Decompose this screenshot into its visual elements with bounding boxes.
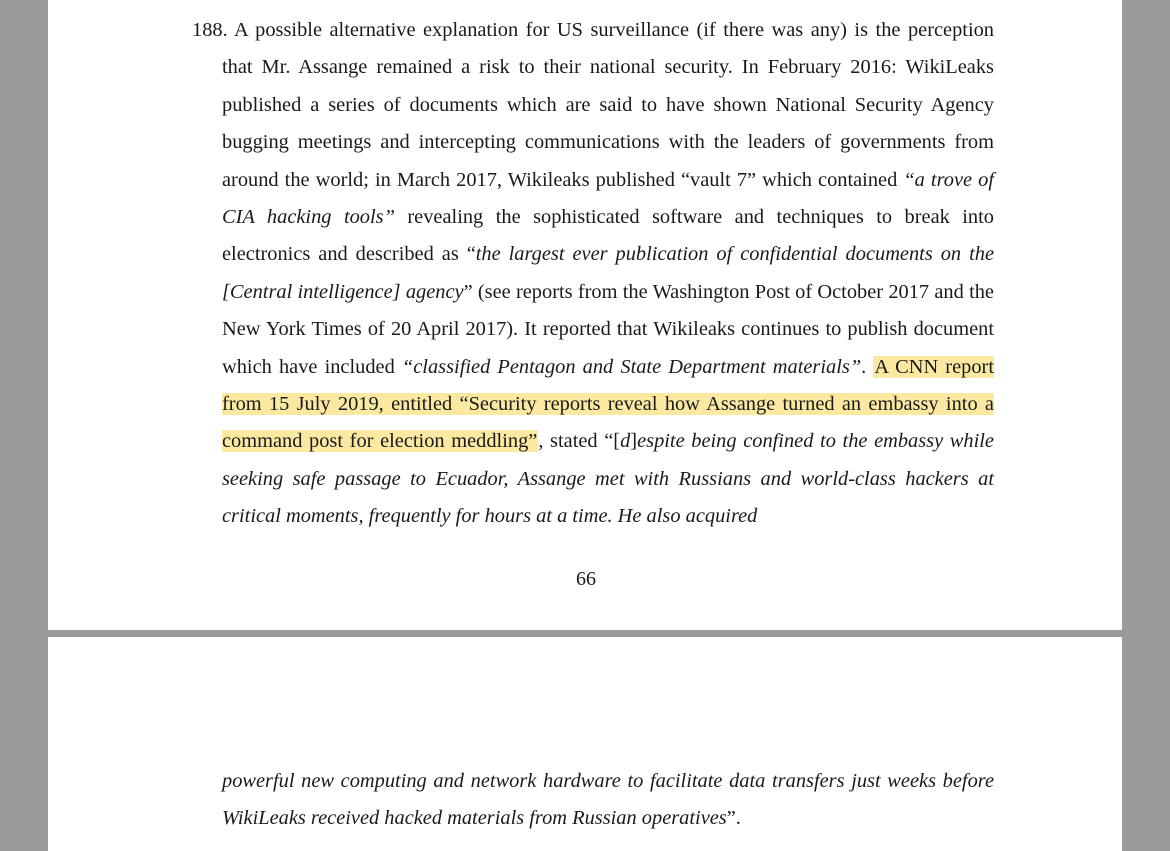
- page-number: 66: [576, 568, 596, 590]
- text-segment: ”.: [726, 807, 741, 830]
- italic-quote: powerful new computing and network hardware to facilitate data transfers just weeks before WikiLeaks received hacked materials from Russian operatives: [222, 770, 994, 830]
- italic-quote: the largest ever publication of confidential documents on the [Central intelligence] agency: [222, 243, 994, 303]
- text-segment: .: [861, 355, 874, 378]
- italic-quote: “a trove of CIA hacking tools”: [222, 168, 994, 229]
- italic-quote: d: [620, 430, 631, 453]
- paragraph-continuation: [222, 763, 994, 838]
- document-page: [48, 0, 1122, 630]
- italic-quote: espite being confined to the embassy while seeking safe passage to Ecuador, Assange met with Russians and world-class hackers at critical moments, frequently for hours at a time. He also acquired: [222, 430, 994, 528]
- text-segment: ” (see reports from the Washington Post of October 2017 and the New York Times of 20 April 2017). It reported that Wikileaks continues to publish document which have included: [222, 280, 994, 378]
- text-segment: , stated “[: [538, 430, 621, 453]
- italic-quote: “classified Pentagon and State Department materials”: [401, 355, 862, 378]
- paragraph-number: 188.: [192, 19, 228, 41]
- highlighted-text[interactable]: A CNN report from 15 July 2019, entitled “Security reports reveal how Assange turned an embassy into a command post for election meddling”: [222, 355, 994, 453]
- document-page: [48, 637, 1122, 851]
- text-segment: revealing the sophisticated software and techniques to break into electronics and described as “: [222, 206, 994, 266]
- text-segment: A possible alternative explanation for US surveillance (if there was any) is the perception that Mr. Assange remained a risk to their national security. In February 2016: WikiLeaks published a series of documents which are said to have shown National Security Agency bugging meetings and intercepting communications with the leaders of governments from around the world; in March 2017, Wikileaks published “vault 7” which contained: [222, 19, 994, 191]
- text-segment: ]: [630, 430, 638, 453]
- paragraph-188: [192, 12, 994, 536]
